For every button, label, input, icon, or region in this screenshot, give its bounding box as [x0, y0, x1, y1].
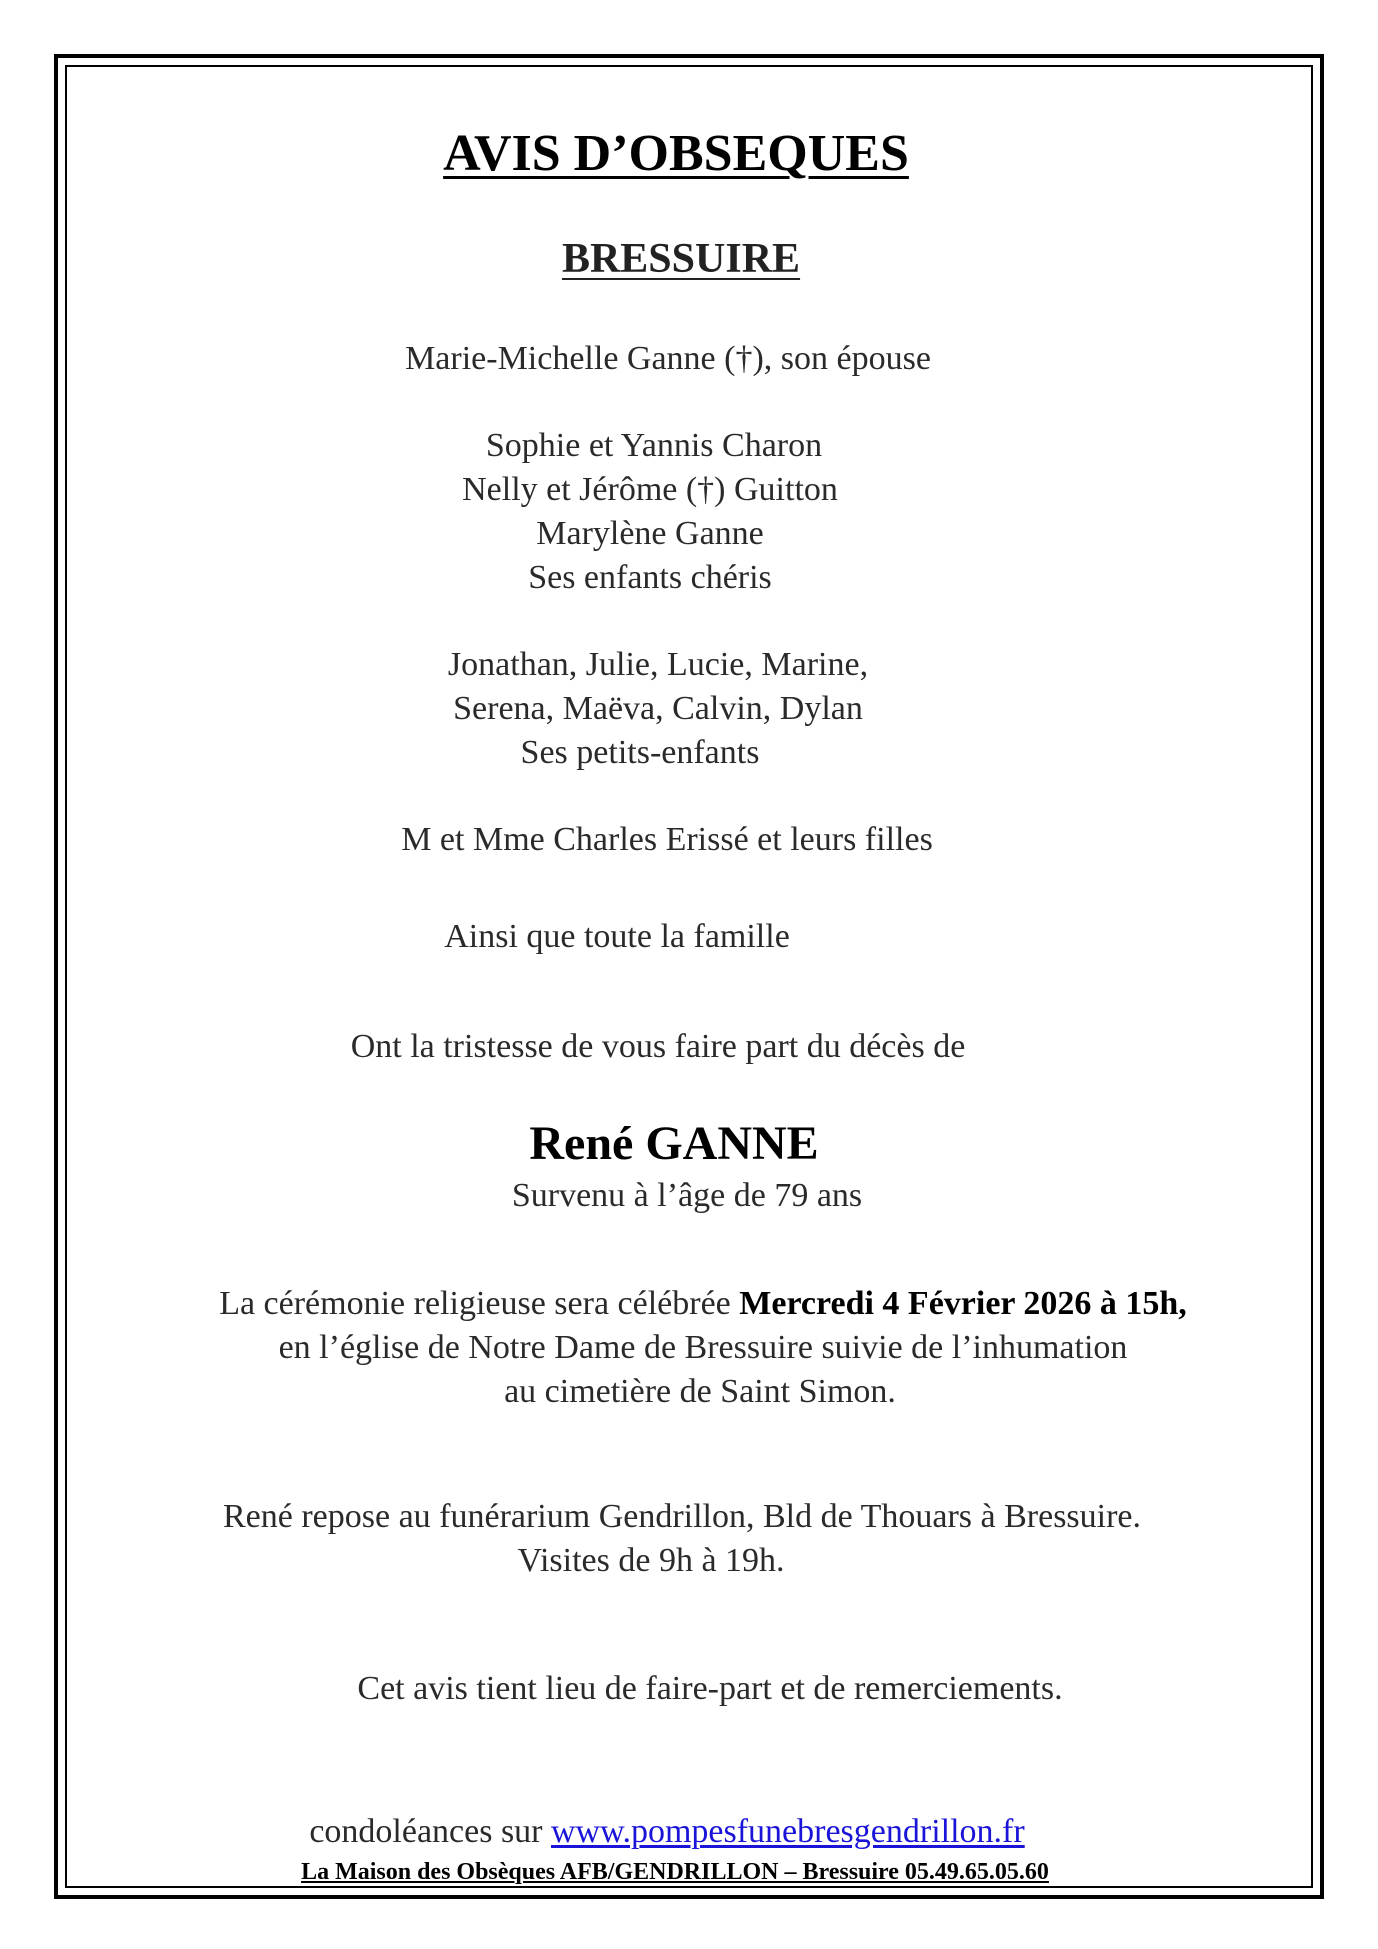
inner-border	[65, 65, 1313, 1888]
family-line: Ainsi que toute la famille	[444, 918, 790, 955]
city-heading: BRESSUIRE	[561, 236, 801, 282]
condolences-link[interactable]: www.pompesfunebresgendrillon.fr	[551, 1813, 1025, 1850]
child-line-3: Marylène Ganne	[536, 515, 764, 552]
child-line-1: Sophie et Yannis Charon	[485, 427, 823, 464]
grandchildren-line-2: Serena, Maëva, Calvin, Dylan	[453, 690, 863, 727]
condolences-line	[309, 1815, 1024, 1849]
child-line-2: Nelly et Jérôme (†) Guitton	[462, 471, 838, 508]
grandchildren-line-1: Jonathan, Julie, Lucie, Marine,	[447, 646, 869, 683]
rest-line-1: René repose au funérarium Gendrillon, Bld de Thouars à Bressuire.	[222, 1498, 1142, 1535]
relatives-line: M et Mme Charles Erissé et leurs filles	[401, 821, 933, 858]
announcement-line: Ont la tristesse de vous faire part du décès de	[350, 1028, 966, 1065]
ceremony-date: Mercredi 4 Février 2026 à 15h,	[739, 1285, 1187, 1322]
deceased-name: René GANNE	[529, 1117, 819, 1170]
spouse-line: Marie-Michelle Ganne (†), son épouse	[405, 340, 931, 377]
age-line: Survenu à l’âge de 79 ans	[511, 1177, 863, 1214]
footer-contact: La Maison des Obsèques AFB/GENDRILLON – Bressuire 05.49.65.05.60	[301, 1859, 1049, 1885]
condolences-prefix: condoléances sur	[309, 1813, 551, 1850]
ceremony-line-1	[219, 1287, 1187, 1321]
rest-line-2: Visites de 9h à 19h.	[517, 1542, 785, 1579]
ceremony-line-3: au cimetière de Saint Simon.	[504, 1373, 896, 1410]
closing-line: Cet avis tient lieu de faire-part et de remerciements.	[357, 1670, 1063, 1707]
children-caption: Ses enfants chéris	[528, 559, 772, 596]
grandchildren-caption: Ses petits-enfants	[520, 734, 760, 771]
notice-title: AVIS D’OBSEQUES	[443, 125, 909, 182]
ceremony-intro: La cérémonie religieuse sera célébrée	[219, 1285, 740, 1322]
ceremony-line-2: en l’église de Notre Dame de Bressuire suivie de l’inhumation	[278, 1329, 1128, 1366]
